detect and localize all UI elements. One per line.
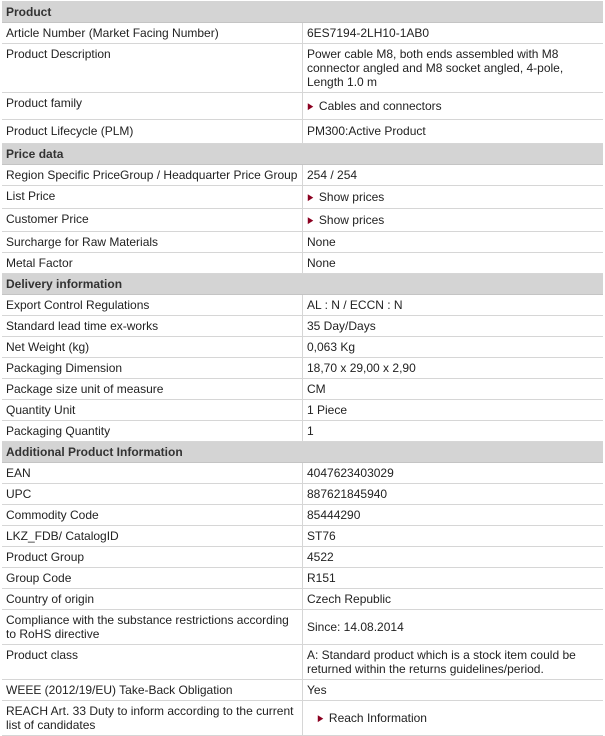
row-surcharge bbox=[2, 232, 603, 253]
row-label: Quantity Unit bbox=[6, 403, 76, 417]
row-package-unit bbox=[2, 379, 603, 400]
row-lead-time bbox=[2, 316, 603, 337]
row-value: Yes bbox=[302, 680, 603, 700]
row-value: ST76 bbox=[302, 526, 603, 546]
row-product-class bbox=[2, 645, 603, 680]
link-label[interactable]: Show prices bbox=[318, 190, 385, 204]
section-header-price: Price data bbox=[2, 144, 603, 165]
row-commodity-code bbox=[2, 505, 603, 526]
section-header-delivery: Delivery information bbox=[2, 274, 603, 295]
row-label: UPC bbox=[6, 487, 32, 501]
chevron-right-icon: ▶ bbox=[317, 713, 324, 723]
row-label: Packaging Dimension bbox=[6, 361, 123, 375]
row-product-family bbox=[2, 93, 603, 120]
row-label: Package size unit of measure bbox=[6, 382, 164, 396]
row-value: 1 bbox=[302, 421, 603, 441]
row-packaging-dimension bbox=[2, 358, 603, 379]
row-label: LKZ_FDB/ CatalogID bbox=[6, 529, 119, 543]
row-value: CM bbox=[302, 379, 603, 399]
row-value: 18,70 x 29,00 x 2,90 bbox=[302, 358, 603, 378]
chevron-right-icon: ▶ bbox=[307, 215, 314, 225]
row-label: Surcharge for Raw Materials bbox=[6, 235, 159, 249]
row-label: Net Weight (kg) bbox=[6, 340, 90, 354]
row-label: Packaging Quantity bbox=[6, 424, 111, 438]
row-value: 887621845940 bbox=[302, 484, 603, 504]
row-product-group bbox=[2, 547, 603, 568]
product-family-link[interactable] bbox=[302, 93, 603, 119]
list-price-link[interactable] bbox=[302, 186, 603, 208]
row-label: Product class bbox=[6, 648, 79, 662]
row-rohs-compliance bbox=[2, 610, 603, 645]
row-value: None bbox=[302, 232, 603, 252]
row-label: Metal Factor bbox=[6, 256, 73, 270]
row-label: Product Description bbox=[6, 47, 111, 61]
row-value: A: Standard product which is a stock item could be returned within the returns guidelines/period. bbox=[302, 645, 603, 679]
row-ean bbox=[2, 463, 603, 484]
row-label: Commodity Code bbox=[6, 508, 99, 522]
section-header-additional: Additional Product Information bbox=[2, 442, 603, 463]
link-label[interactable]: Reach Information bbox=[328, 711, 427, 725]
product-data-sheet bbox=[2, 1, 603, 736]
section-header-product: Product bbox=[2, 2, 603, 23]
row-price-group bbox=[2, 165, 603, 186]
row-article-number bbox=[2, 23, 603, 44]
row-value: 1 Piece bbox=[302, 400, 603, 420]
row-value: PM300:Active Product bbox=[302, 120, 603, 143]
reach-information-link[interactable] bbox=[302, 701, 603, 735]
row-weee bbox=[2, 680, 603, 701]
row-label: Compliance with the substance restrictions according to RoHS directive bbox=[6, 613, 289, 641]
row-label: REACH Art. 33 Duty to inform according to the current list of candidates bbox=[6, 704, 294, 732]
row-value: 254 / 254 bbox=[302, 165, 603, 185]
row-export-control bbox=[2, 295, 603, 316]
row-value: 4047623403029 bbox=[302, 463, 603, 483]
row-value: 85444290 bbox=[302, 505, 603, 525]
row-list-price bbox=[2, 186, 603, 209]
row-value: 4522 bbox=[302, 547, 603, 567]
row-label: List Price bbox=[6, 189, 56, 203]
row-quantity-unit bbox=[2, 400, 603, 421]
row-packaging-quantity bbox=[2, 421, 603, 442]
row-customer-price bbox=[2, 209, 603, 232]
row-net-weight bbox=[2, 337, 603, 358]
row-value: Czech Republic bbox=[302, 589, 603, 609]
row-value: 0,063 Kg bbox=[302, 337, 603, 357]
row-value: R151 bbox=[302, 568, 603, 588]
chevron-right-icon: ▶ bbox=[307, 101, 314, 111]
row-value: 6ES7194-2LH10-1AB0 bbox=[302, 23, 603, 43]
row-reach bbox=[2, 701, 603, 736]
row-label: Article Number (Market Facing Number) bbox=[6, 26, 219, 40]
row-catalog-id bbox=[2, 526, 603, 547]
row-label: EAN bbox=[6, 466, 31, 480]
row-label: Group Code bbox=[6, 571, 72, 585]
row-value: AL : N / ECCN : N bbox=[302, 295, 603, 315]
customer-price-link[interactable] bbox=[302, 209, 603, 231]
row-country-of-origin bbox=[2, 589, 603, 610]
row-value: Power cable M8, both ends assembled with M8 connector angled and M8 socket angled, 4-pole, Length 1.0 m bbox=[302, 44, 603, 92]
chevron-right-icon: ▶ bbox=[307, 192, 314, 202]
row-value: Since: 14.08.2014 bbox=[302, 610, 603, 644]
row-value: 35 Day/Days bbox=[302, 316, 603, 336]
row-upc bbox=[2, 484, 603, 505]
row-label: Customer Price bbox=[6, 212, 89, 226]
row-label: Product Lifecycle (PLM) bbox=[6, 124, 134, 138]
row-product-description bbox=[2, 44, 603, 93]
row-label: WEEE (2012/19/EU) Take-Back Obligation bbox=[6, 683, 233, 697]
link-label[interactable]: Show prices bbox=[318, 213, 385, 227]
row-label: Country of origin bbox=[6, 592, 95, 606]
row-label: Export Control Regulations bbox=[6, 298, 150, 312]
link-label[interactable]: Cables and connectors bbox=[318, 99, 442, 113]
row-metal-factor bbox=[2, 253, 603, 274]
row-value: None bbox=[302, 253, 603, 273]
row-label: Standard lead time ex-works bbox=[6, 319, 159, 333]
row-group-code bbox=[2, 568, 603, 589]
row-product-lifecycle bbox=[2, 120, 603, 144]
row-label: Region Specific PriceGroup / Headquarter Price Group bbox=[6, 168, 298, 182]
row-label: Product Group bbox=[6, 550, 85, 564]
row-label: Product family bbox=[6, 96, 83, 110]
